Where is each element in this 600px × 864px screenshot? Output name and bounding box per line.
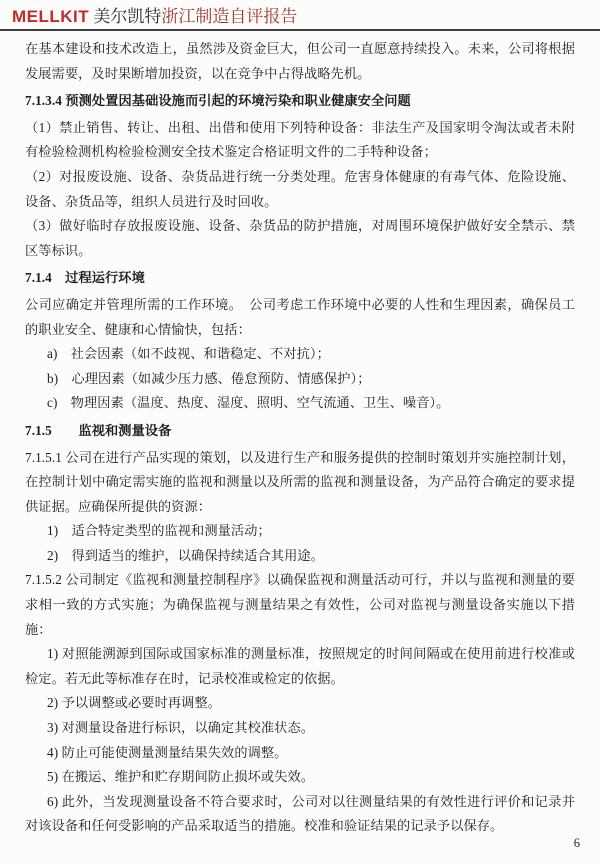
paragraph: （1）禁止销售、转让、出租、出借和使用下列特种设备：非法生产及国家明令淘汰或者未附有检验检测机构检验检测安全技术鉴定合格证明文件的二手特种设备； — [25, 119, 575, 160]
document-body — [25, 37, 575, 839]
paragraph: 在基本建设和技术改造上，虽然涉及资金巨大，但公司一直愿意持续投入。未来，公司将根据发展需要，及时果断增加投资，以在竞争中占得战略先机。 — [25, 41, 575, 81]
list-item: 1) 对照能溯源到国际或国家标准的测量标准，按照规定的时间间隔或在使用前进行校准或检定。若无此等标准存在时，记录校准或检定的依据。 — [25, 646, 575, 686]
list-item: a) 社会因素（如不歧视、和谐稳定、不对抗）； — [47, 346, 330, 362]
list-item: 3) 对测量设备进行标识，以确定其校准状态。 — [47, 720, 315, 736]
page-number: 6 — [573, 836, 580, 850]
paragraph: 公司应确定并管理所需的工作环境。 公司考虑工作环境中必要的人性和生理因素，确保员工的职业安全、健康和心情愉快，包括： — [25, 296, 575, 337]
list-item: b) 心理因素（如减少压力感、倦怠预防、情感保护）； — [47, 370, 371, 386]
list-item: 5) 在搬运、维护和贮存期间防止损坏或失效。 — [47, 769, 315, 785]
list-item: c) 物理因素（温度、热度、湿度、照明、空气流通、卫生、噪音）。 — [47, 395, 450, 411]
list-item: 2) 得到适当的维护，以确保持续适合其用途。 — [47, 547, 324, 563]
header-title-red: 浙江制造自评报告 — [161, 7, 298, 26]
section-heading: 7.1.5 监视和测量设备 — [25, 422, 172, 438]
page-header — [12, 6, 588, 28]
paragraph: 7.1.5.1 公司在进行产品实现的策划，以及进行生产和服务提供的控制时策划并实施控制计划，在控制计划中确定需实施的监视和测量以及所需的监视和测量设备，为产品符合确定的要求提供证据。应确保所提供的资源： — [25, 449, 575, 514]
paragraph: 7.1.5.2 公司制定《监视和测量控制程序》以确保监视和测量活动可行，并以与监视和测量的要求相一致的方式实施；为确保监视与测量结果之有效性，公司对监视与测量设备实施以下措施： — [25, 572, 575, 637]
list-item: 6) 此外，当发现测量设备不符合要求时，公司对以往测量结果的有效性进行评价和记录并对该设备和任何受影响的产品采取适当的措施。校准和验证结果的记录予以保存。 — [25, 793, 575, 834]
section-heading: 7.1.3.4 预测处置因基础设施而引起的环境污染和职业健康安全问题 — [25, 93, 411, 109]
list-item: 2) 予以调整或必要时再调整。 — [47, 695, 222, 711]
paragraph: （3）做好临时存放报废设施、设备、杂货品的防护措施，对周围环境保护做好安全禁示、禁区等标识。 — [25, 218, 575, 258]
header-title-dark: 美尔凯特 — [89, 7, 162, 26]
header-divider — [0, 29, 600, 31]
brand-logo-text: MELLKIT — [12, 7, 90, 26]
paragraph: （2）对报废设施、设备、杂货品进行统一分类处理。危害身体健康的有毒气体、危险设施、设备、杂货品等，组织人员进行及时回收。 — [25, 168, 575, 209]
list-item: 4) 防止可能使测量测量结果失效的调整。 — [47, 744, 288, 760]
list-item: 1) 适合特定类型的监视和测量活动； — [47, 523, 271, 539]
section-heading: 7.1.4 过程运行环境 — [25, 270, 145, 286]
